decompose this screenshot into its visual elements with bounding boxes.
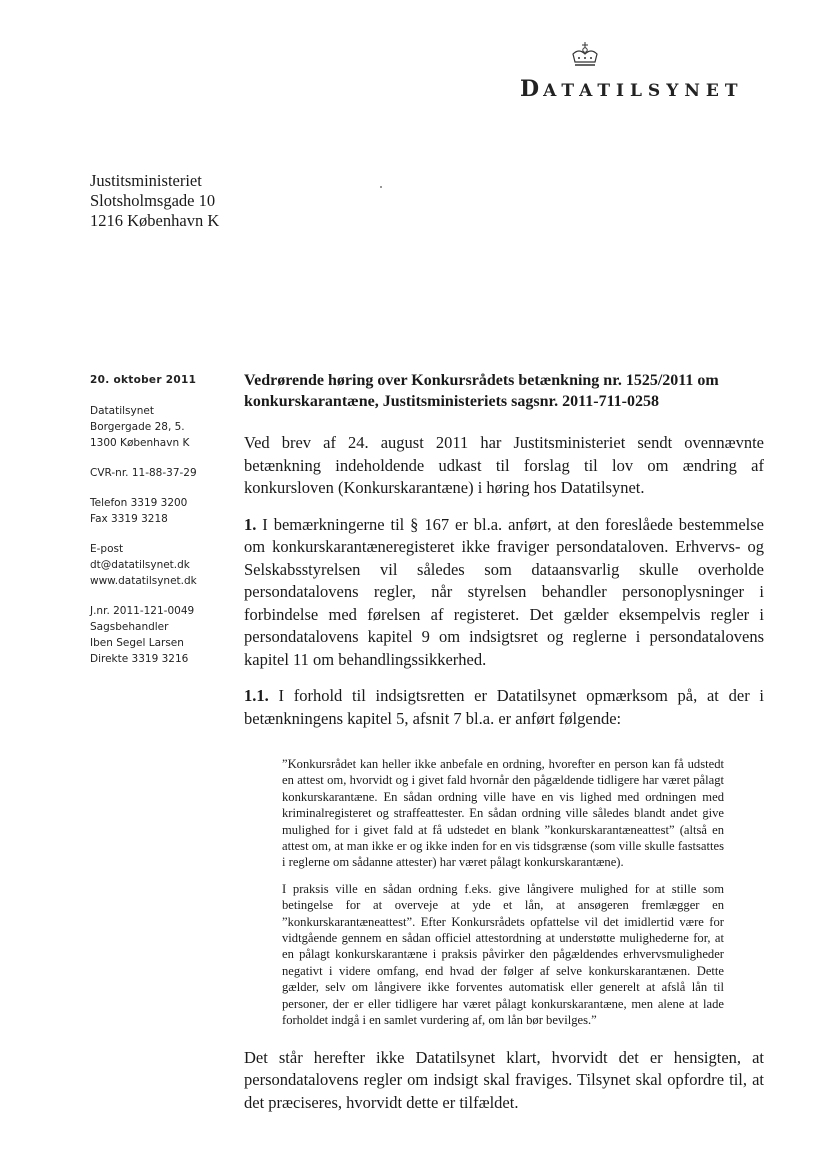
sender-city: 1300 København K [90, 437, 190, 449]
fax-number: Fax 3319 3218 [90, 513, 168, 525]
quote-paragraph-1: ”Konkursrådet kan heller ikke anbefale en ordning, hvorefter en person kan få udstedt en attest om, hvorvidt og i givet fald hvornår den pågældende tidligere har været pålagt konkurskarantæne. En sådan ordning ville have en vis lighed med ordningen med kriminalregisteret og straffeattester. En sådan ordning ville således blandt andet give mulighed for i givet fald at få udstedet en blank ”konkurskarantæneattest” (altså en attest om, at man ikke er og ikke inden for en vis tidsgrænse (som ville skulle fastsattes i reglerne om sådanne attester) har været pålagt konkurskarantæne). [282, 757, 724, 870]
contact-block [90, 541, 230, 589]
email-label: E-post [90, 543, 124, 555]
quote-paragraph-2: I praksis ville en sådan ordning f.eks. give långivere mulighed for at stille som betingelse for at overveje at yde et lån, at ansøgeren fremlægger en ”konkurskarantæneattest”. Efter Konkursrådets opfattelse vil det imidlertid være for vidtgående gennem en sådan officiel attestordning at understøtte mulighederne for, at en pålagt konkurskarantæne i praksis påvirker den pågældendes erhvervsmuligheder negativt i videre omfang, end hvad der følger af selve konkurskarantænen. Dette gælder, selv om långivere ikke forventes automatisk eller generelt at afslå lån til personer, der er eller tidligere har været pålagt konkurskarantæne, men alene at lade forholdet indgå i en samlet vurdering af, om lån bør bevilges.” [282, 881, 724, 1028]
section-1-text: I bemærkningerne til § 167 er bl.a. anført, at den foreslåede bestemmelse om konkurskarantæneregisteret ikke fraviger persondataloven. Erhvervs- og Selskabsstyrelsen vil således som dataansvarlig skulle overholde persondatalovens regler, når styrelsen behandler personoplysninger i forbindelse med førelsen af registeret. Det gælder eksempelvis regler i persondatalovens kapitel 9 om indsigtsret og reglerne i persondatalovens kapitel 11 om behandlingssikkerhed. [244, 514, 765, 669]
section-1-1-paragraph [244, 685, 764, 730]
section-1-number: 1. [244, 514, 257, 534]
recipient-street: Slotsholmsgade 10 [90, 191, 216, 210]
letter-date: 20. oktober 2011 [90, 374, 197, 386]
recipient-city: 1216 København K [90, 211, 220, 230]
cvr-number [90, 465, 230, 481]
letter-subject: Vedrørende høring over Konkursrådets betænkning nr. 1525/2011 om konkurskarantæne, Justitsministeriets sagsnr. 2011-711-0258 [244, 372, 719, 410]
letter-body [244, 370, 764, 1128]
sender-info-column [90, 372, 230, 681]
direct-phone: Direkte 3319 3216 [90, 653, 189, 665]
quoted-excerpt [282, 756, 724, 1029]
handler-name: Iben Segel Larsen [90, 637, 184, 649]
crown-icon [565, 40, 605, 70]
case-block [90, 603, 230, 667]
website-link[interactable]: www.datatilsynet.dk [90, 575, 197, 587]
section-1-1-number: 1.1. [244, 686, 269, 705]
recipient-address [90, 171, 219, 231]
organization-logotype: DATATILSYNET [520, 76, 744, 102]
sender-street: Borgergade 28, 5. [90, 421, 185, 433]
cvr-text: CVR-nr. 11-88-37-29 [90, 467, 197, 479]
closing-paragraph: Det står herefter ikke Datatilsynet klart, hvorvidt det er hensigten, at persondatalovens regler om indsigt skal fraviges. Tilsynet skal opfordre til, at det præciseres, hvorvidt dette er tilfældet. [244, 1047, 764, 1112]
phone-block [90, 495, 230, 527]
phone-number: Telefon 3319 3200 [90, 497, 188, 509]
email-link[interactable]: dt@datatilsynet.dk [90, 559, 190, 571]
sender-name: Datatilsynet [90, 405, 154, 417]
intro-paragraph: Ved brev af 24. august 2011 har Justitsministeriet sendt ovennævnte betænkning indeholdende udkast til forslag til lov om ændring af konkursloven (Konkurskarantæne) i høring hos Datatilsynet. [244, 433, 764, 497]
journal-number: J.nr. 2011-121-0049 [90, 605, 195, 617]
scan-speck [380, 186, 382, 188]
recipient-name: Justitsministeriet [90, 171, 202, 190]
handler-label: Sagsbehandler [90, 621, 169, 633]
sender-address [90, 403, 230, 451]
section-1-paragraph [244, 514, 764, 672]
section-1-1-text: I forhold til indsigtsretten er Datatilsynet opmærksom på, at der i betænkningens kapitel 5, afsnit 7 bl.a. er anført følgende: [244, 686, 765, 728]
